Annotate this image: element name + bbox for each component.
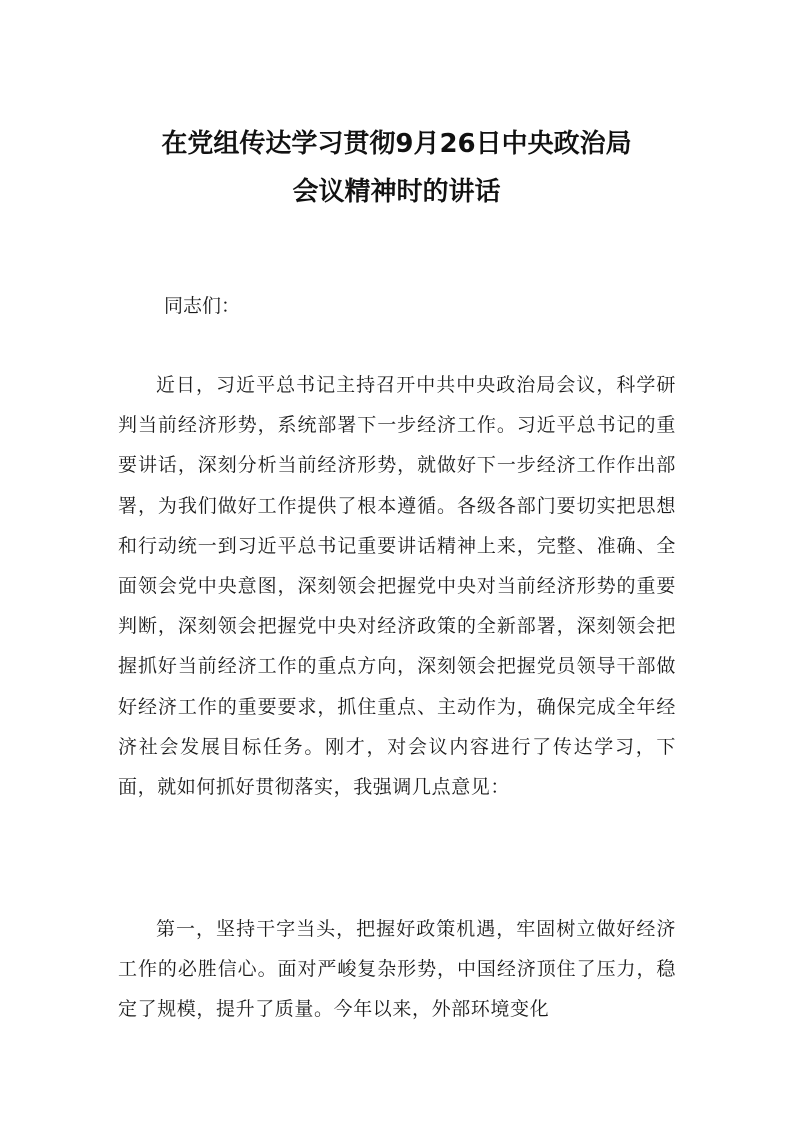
- salutation: 同志们：: [164, 295, 241, 317]
- document-title-line-2: 会议精神时的讲话: [292, 177, 501, 207]
- body-paragraph-1: 近日，习近平总书记主持召开中共中央政治局会议，科学研判当前经济形势，系统部署下一步经济工作。习近平总书记的重要讲话，深刻分析当前经济形势，就做好下一步经济工作作出部署，为我们做好工作提供了根本遵循。各级各部门要切实把思想和行动统一到习近平总书记重要讲话精神上来，完整、准确、全面领会党中央意图，深刻领会把握党中央对当前经济形势的重要判断，深刻领会把握党中央对经济政策的全新部署，深刻领会把握抓好当前经济工作的重点方向，深刻领会把握党员领导干部做好经济工作的重要要求，抓住重点、主动作为，确保完成全年经济社会发展目标任务。刚才，对会议内容进行了传达学习，下面，就如何抓好贯彻落实，我强调几点意见：: [118, 374, 676, 799]
- document-title-line-1: 在党组传达学习贯彻9月26日中央政治局: [161, 129, 632, 159]
- body-paragraph-2: 第一，坚持干字当头，把握好政策机遇，牢固树立做好经济工作的必胜信心。面对严峻复杂形势，中国经济顶住了压力，稳定了规模，提升了质量。今年以来，外部环境变化: [118, 918, 676, 1021]
